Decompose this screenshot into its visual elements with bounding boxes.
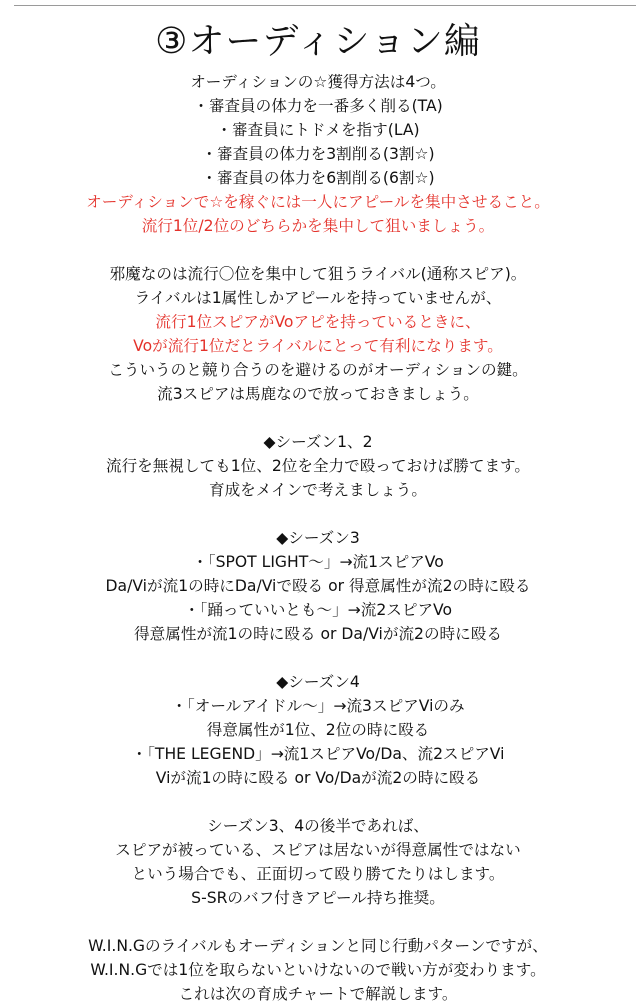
intro-section (0, 70, 636, 238)
spacer (0, 502, 636, 526)
intro-line: ・審査員にトドメを指す(LA) (216, 121, 420, 139)
section-line: スピアが被っている、スピアは居ないが得意属性ではない (115, 841, 521, 859)
spacer (0, 910, 636, 934)
rival-highlight-line: 流行1位スピアがVoアピを持っているときに、 (155, 313, 481, 331)
section-line: 得意属性が1位、2位の時に殴る (206, 721, 430, 739)
page-title: ③オーディション編 (155, 21, 481, 62)
season3-section (0, 526, 636, 646)
section-line: W.I.N.Gのライバルもオーディションと同じ行動パターンですが、 (88, 937, 548, 955)
section-line: という場合でも、正面切って殴り勝てたりはします。 (131, 865, 505, 883)
section-line: Da/Viが流1の時にDa/Viで殴る or 得意属性が流2の時に殴る (105, 577, 531, 595)
wing-section (0, 934, 636, 1006)
spacer (0, 406, 636, 430)
intro-line: ・審査員の体力を3割削る(3割☆) (201, 145, 435, 163)
section-heading: ◆シーズン4 (276, 673, 360, 691)
rival-highlight-line: Voが流行1位だとライバルにとって有利になります。 (133, 337, 503, 355)
season4-section (0, 670, 636, 790)
rival-line: ライバルは1属性しかアピールを持っていませんが、 (134, 289, 502, 307)
rival-line: 邪魔なのは流行〇位を集中して狙うライバル(通称スピア)。 (109, 265, 527, 283)
rival-line: こういうのと競り合うのを避けるのがオーディションの鍵。 (108, 361, 528, 379)
section-line: これは次の育成チャートで解説します。 (178, 985, 458, 1003)
season12-section (0, 430, 636, 502)
spacer (0, 790, 636, 814)
top-divider (14, 5, 636, 6)
document-body (0, 70, 636, 1006)
section-line: 流行を無視しても1位、2位を全力で殴っておけば勝てます。 (105, 457, 531, 475)
section-line: Viが流1の時に殴る or Vo/Daが流2の時に殴る (155, 769, 481, 787)
intro-line: ・審査員の体力を一番多く削る(TA) (193, 97, 443, 115)
section-line: S-SRのバフ付きアピール持ち推奨。 (191, 889, 445, 907)
intro-highlight-line: オーディションで☆を稼ぐには一人にアピールを集中させること。 (86, 193, 550, 211)
spacer (0, 238, 636, 262)
spacer (0, 646, 636, 670)
intro-line: ・審査員の体力を6割削る(6割☆) (201, 169, 435, 187)
rival-line: 流3スピアは馬鹿なので放っておきましょう。 (157, 385, 479, 403)
section-line: シーズン3、4の後半であれば、 (207, 817, 429, 835)
section-line: 得意属性が流1の時に殴る or Da/Viが流2の時に殴る (134, 625, 502, 643)
late-season-section (0, 814, 636, 910)
section-line: ・「SPOT LIGHT～」→流1スピアVo (192, 553, 444, 571)
section-line: ・「踊っていいとも～」→流2スピアVo (183, 601, 453, 619)
intro-line: オーディションの☆獲得方法は4つ。 (190, 73, 446, 91)
section-line: W.I.N.Gでは1位を取らないといけないので戦い方が変わります。 (90, 961, 546, 979)
rival-section (0, 262, 636, 406)
intro-highlight-line: 流行1位/2位のどちらかを集中して狙いましょう。 (141, 217, 495, 235)
section-line: 育成をメインで考えましょう。 (208, 481, 427, 499)
section-heading: ◆シーズン1、2 (263, 433, 373, 451)
section-line: ・「THE LEGEND」→流1スピアVo/Da、流2スピアVi (131, 745, 505, 763)
section-heading: ◆シーズン3 (276, 529, 360, 547)
section-line: ・「オールアイドル～」→流3スピアViのみ (171, 697, 465, 715)
